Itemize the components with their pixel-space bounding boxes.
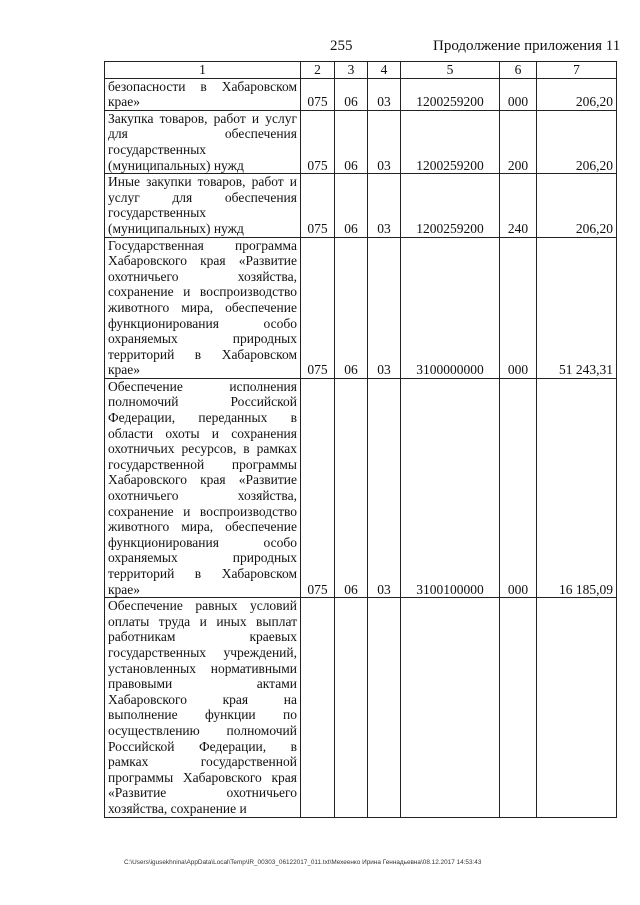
cell-section: 06 [335,78,368,110]
table-row [105,110,617,173]
cell-subsection: 03 [368,78,401,110]
cell-amount: 206,20 [537,110,617,173]
row-name: Иные закупки товаров, работ и услуг для обеспечения государственных (муниципальных) нужд [105,174,301,237]
page-number: 255 [330,38,353,54]
cell-section: 06 [335,110,368,173]
row-name: Обеспечение равных условий оплаты труда и иных выплат работникам краевых государственных учреждений, установленных нормативными правовыми актами Хабаровского края на выполнение функции по осуществлению полномочий Российской Федерации, в рамках государственной программы Хабаровского края «Развитие охотничьего хозяйства, сохранение и [105,598,301,817]
row-name: Государственная программа Хабаровского края «Развитие охотничьего хозяйства, сохранение и воспроизводство животного мира, обеспечение функционирования особо охраняемых природных территорий в Хабаровском крае» [105,237,301,378]
cell-admin-code: 075 [301,78,335,110]
cell-amount: 206,20 [537,78,617,110]
table-row [105,174,617,237]
appendix-continuation-label: Продолжение приложения 11 [433,38,621,54]
cell-subsection: 03 [368,110,401,173]
cell-target-article: 3100000000 [401,237,500,378]
cell-admin-code [301,598,335,817]
cell-subsection: 03 [368,174,401,237]
column-header: 2 [301,62,335,79]
file-path-footer: C:\Users\igusekhnina\AppData\Local\Temp\IR_00303_06122017_011.txt\Мехеенко Ирина Геннадьевна\08.12.2017 14:53:43 [124,859,482,866]
cell-expense-type: 000 [500,78,537,110]
cell-target-article: 1200259200 [401,174,500,237]
cell-section [335,598,368,817]
cell-expense-type: 000 [500,237,537,378]
cell-subsection: 03 [368,378,401,597]
table-row [105,78,617,110]
cell-subsection [368,598,401,817]
cell-target-article [401,598,500,817]
cell-target-article: 3100100000 [401,378,500,597]
column-header: 3 [335,62,368,79]
row-name: Обеспечение исполнения полномочий Российской Федерации, переданных в области охоты и сохранения охотничьих ресурсов, в рамках государственной программы Хабаровского края «Развитие охотничьего хозяйства, сохранение и воспроизводство животного мира, обеспечение функционирования особо охраняемых природных территорий в Хабаровском крае» [105,378,301,597]
cell-amount [537,598,617,817]
cell-expense-type [500,598,537,817]
table-header-row [105,62,617,79]
column-header: 4 [368,62,401,79]
cell-section: 06 [335,237,368,378]
cell-subsection: 03 [368,237,401,378]
column-header: 6 [500,62,537,79]
row-name: безопасности в Хабаровском крае» [105,78,301,110]
column-header: 7 [537,62,617,79]
table-row [105,237,617,378]
cell-admin-code: 075 [301,237,335,378]
cell-admin-code: 075 [301,110,335,173]
cell-section: 06 [335,378,368,597]
cell-amount: 51 243,31 [537,237,617,378]
budget-table [104,61,617,818]
cell-amount: 206,20 [537,174,617,237]
table-row [105,598,617,817]
cell-amount: 16 185,09 [537,378,617,597]
column-header: 5 [401,62,500,79]
table-row [105,378,617,597]
cell-admin-code: 075 [301,174,335,237]
cell-target-article: 1200259200 [401,110,500,173]
column-header: 1 [105,62,301,79]
cell-target-article: 1200259200 [401,78,500,110]
cell-expense-type: 200 [500,110,537,173]
cell-section: 06 [335,174,368,237]
cell-admin-code: 075 [301,378,335,597]
cell-expense-type: 000 [500,378,537,597]
row-name: Закупка товаров, работ и услуг для обеспечения государственных (муниципальных) нужд [105,110,301,173]
cell-expense-type: 240 [500,174,537,237]
